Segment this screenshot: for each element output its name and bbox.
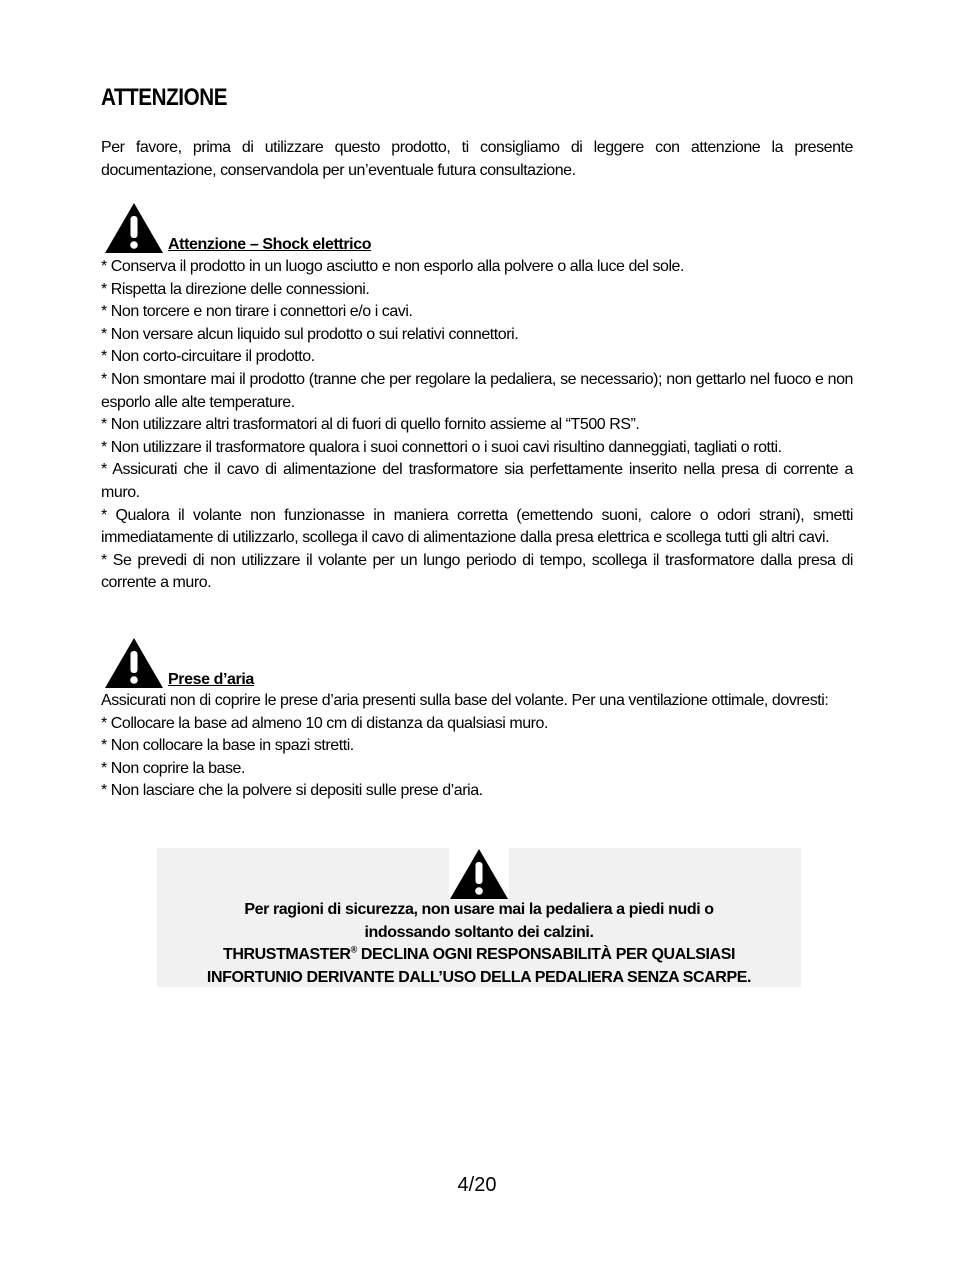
- list-item: * Se prevedi di non utilizzare il volante per un lungo periodo di tempo, scollega il trasformatore dalla presa di corrente a muro.: [101, 551, 853, 592]
- registered-mark: ®: [350, 944, 357, 955]
- air-vents-heading: [104, 637, 504, 689]
- notice-line: indossando soltanto dei calzini.: [364, 923, 594, 941]
- warning-triangle-icon: [449, 848, 509, 900]
- warning-triangle-icon: [104, 202, 164, 254]
- list-item: * Collocare la base ad almeno 10 cm di distanza da qualsiasi muro.: [101, 714, 549, 732]
- list-item: * Non torcere e non tirare i connettori e/o i cavi.: [101, 303, 413, 321]
- list-item: * Non collocare la base in spazi stretti.: [101, 737, 354, 755]
- page-title: ATTENZIONE: [101, 84, 228, 111]
- shock-warning-heading: [104, 202, 504, 254]
- list-item: * Non smontare mai il prodotto (tranne che per regolare la pedaliera, se necessario); non gettarlo nel fuoco e non esporlo alle alte temperature.: [101, 370, 853, 411]
- warning-triangle-icon: [104, 637, 164, 689]
- notice-line: Per ragioni di sicurezza, non usare mai la pedaliera a piedi nudi o: [244, 901, 714, 918]
- notice-line: INFORTUNIO DERIVANTE DALL’USO DELLA PEDALIERA SENZA SCARPE.: [206, 968, 752, 986]
- list-item: * Rispetta la direzione delle connessioni.: [101, 280, 370, 298]
- air-heading-label: Prese d’aria: [168, 671, 254, 688]
- list-item: * Non utilizzare altri trasformatori al di fuori di quello fornito assieme al “T500 RS”.: [101, 416, 640, 434]
- list-item: Assicurati non di coprire le prese d’aria presenti sulla base del volante. Per una ventilazione ottimale, dovresti:: [101, 692, 829, 709]
- list-item: * Conserva il prodotto in un luogo asciutto e non esporlo alla polvere o alla luce del sole.: [101, 258, 684, 275]
- safety-notice-box: [157, 848, 801, 987]
- list-item: * Non utilizzare il trasformatore qualora i suoi connettori o i suoi cavi risultino danneggiati, tagliati o rotti.: [101, 438, 782, 456]
- list-item: * Non coprire la base.: [101, 759, 245, 777]
- intro-paragraph: Per favore, prima di utilizzare questo prodotto, ti consigliamo di leggere con attenzione la presente documentazione, conservandola per un’eventuale futura consultazione.: [101, 139, 853, 179]
- list-item: * Assicurati che il cavo di alimentazione del trasformatore sia perfettamente inserito nella presa di corrente a muro.: [101, 461, 853, 501]
- notice-line-rest: DECLINA OGNI RESPONSABILITÀ PER QUALSIASI: [356, 946, 736, 964]
- list-item: * Qualora il volante non funzionasse in maniera corretta (emettendo suoni, calore o odori strani), smetti immediatamente di utilizzarlo, scollega il cavo di alimentazione dalla presa elettrica e scollega tutti gli altri cavi.: [101, 506, 853, 547]
- shock-heading-label: Attenzione – Shock elettrico: [168, 236, 372, 253]
- list-item: * Non lasciare che la polvere si depositi sulle prese d’aria.: [101, 782, 483, 800]
- page-number: 4/20: [457, 1174, 497, 1196]
- list-item: * Non corto-circuitare il prodotto.: [101, 348, 315, 366]
- list-item: * Non versare alcun liquido sul prodotto o sui relativi connettori.: [101, 325, 519, 343]
- air-vents-list: [101, 690, 853, 803]
- brand-name: THRUSTMASTER: [222, 946, 351, 964]
- notice-line: [157, 944, 801, 967]
- shock-warning-list: [101, 256, 853, 595]
- safety-notice-text: [157, 899, 801, 989]
